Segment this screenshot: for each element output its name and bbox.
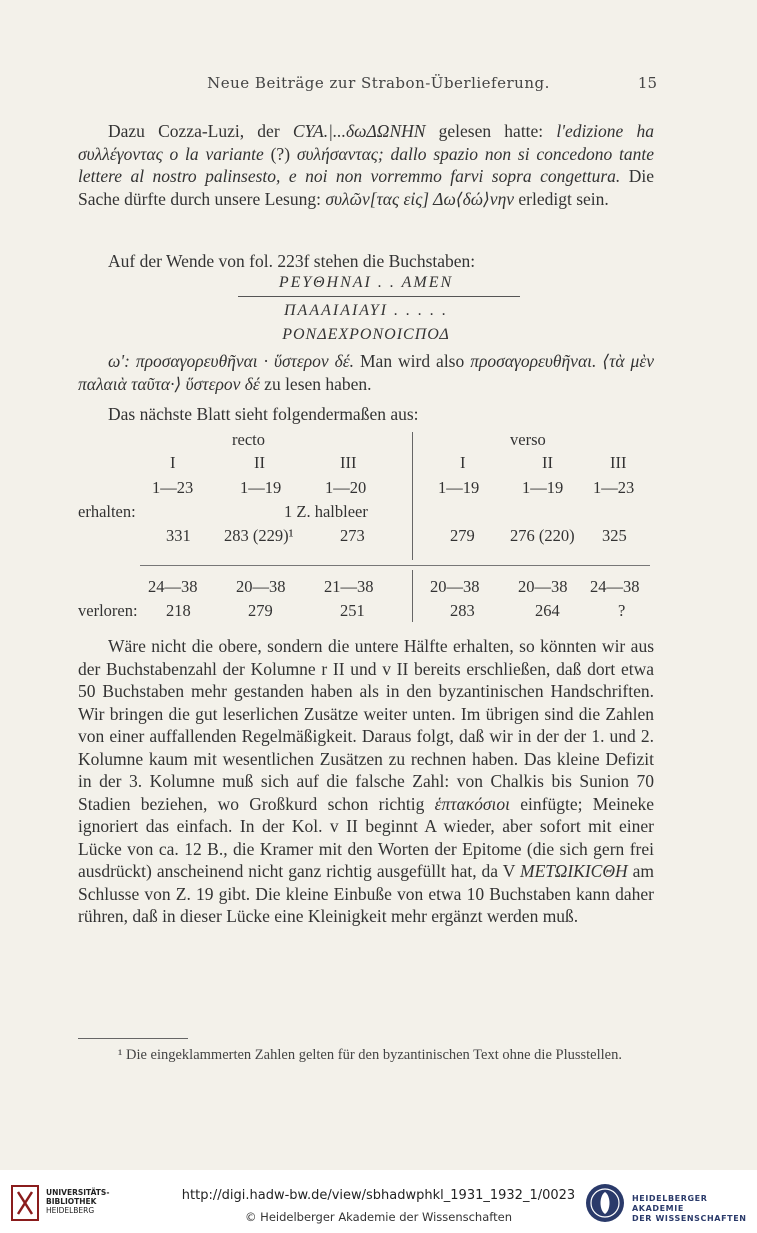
paragraph-5 <box>78 635 654 928</box>
greek-word: ἑπτακόσιοι <box>434 793 511 814</box>
text-run: einfügte; Meineke ignoriert das einfach. In der Kol. v II beginnt A wieder, aber sofort mit einer Lücke von ca. 12 B., die Kramer mit den Worten der Epitome (die sich gern frei ausdrückt) anscheinend nicht ganz richtig ausgefüllt hat, da V <box>78 793 654 881</box>
lost-count-cell: 251 <box>340 601 365 620</box>
footnote-rule <box>78 1038 188 1039</box>
greek-text: προσαγορευθῆναι. ⟨τὰ μὲν παλαιὰ ταῦτα·⟩ ὕστερον δέ <box>78 351 654 394</box>
academy-seal-icon <box>584 1182 626 1224</box>
lost-count-cell: 283 <box>450 601 475 620</box>
count-cell: 325 <box>602 526 627 545</box>
col-header: III <box>610 453 627 472</box>
lost-range-cell: 20—38 <box>430 577 480 596</box>
text-run: gelesen hatte: <box>425 121 557 141</box>
verloren-label: verloren: <box>78 601 138 620</box>
count-cell: 273 <box>340 526 365 545</box>
col-header: III <box>340 453 357 472</box>
text-run: Die Sache dürfte durch unsere Lesung: <box>78 166 654 209</box>
lost-range-cell: 20—38 <box>518 577 568 596</box>
range-cell: 1—19 <box>522 478 564 497</box>
lost-count-cell: ? <box>618 601 626 620</box>
count-cell: 279 <box>450 526 475 545</box>
table-divider <box>412 432 413 560</box>
recto-label: recto <box>232 430 265 449</box>
page-number: 15 <box>637 74 657 92</box>
text-run: zu lesen haben. <box>259 373 372 394</box>
paragraph-3 <box>78 350 654 395</box>
greek-reading: συλῶν[τας εἰς] Δω⟨δώ⟩νην <box>325 188 515 209</box>
permalink[interactable]: http://digi.hadw-bw.de/view/sbhadwphkl_1931_1932_1/0023 <box>181 1188 576 1203</box>
viewer-footer <box>0 1170 757 1233</box>
copyright: © Heidelberger Akademie der Wissenschaften <box>245 1210 512 1224</box>
text-run: am Schlusse von Z. 19 gibt. Die kleine Einbuße von etwa 10 Buchstaben kann daher rühren, daß in dieser Lücke eine Kleinigkeit mehr ergänzt werden muß. <box>78 861 654 926</box>
range-cell: 1—19 <box>240 478 282 497</box>
table-rule <box>140 565 650 566</box>
paragraph-1 <box>78 120 654 210</box>
lost-range-cell: 21—38 <box>324 577 374 596</box>
range-cell: 1—20 <box>325 478 367 497</box>
greek-reading: ΜΕΤΩΙΚΙCΘΗ <box>520 861 628 881</box>
erhalten-label: erhalten: <box>78 502 136 521</box>
text-run: (?) <box>263 143 297 164</box>
count-cell: 331 <box>166 526 191 545</box>
verso-label: verso <box>510 430 546 449</box>
count-cell: 276 (220) <box>510 526 575 545</box>
range-cell: 1—19 <box>438 478 480 497</box>
paragraph-2: Auf der Wende von fol. 223f stehen die Buchstaben: <box>108 251 476 271</box>
italian-quote: l'edizione ha συλλέγοντας o la variante <box>78 121 654 164</box>
footnote: ¹ Die eingeklammerten Zahlen gelten für den byzantinischen Text ohne die Plusstellen. <box>118 1047 622 1063</box>
lost-count-cell: 218 <box>166 601 191 620</box>
palimpsest-line-1: ΡΕΥΘΗΝΑΙ . . ΑΜΕΝ <box>278 274 454 291</box>
greek-text: ω': προσαγορευθῆναι · ὕστερον δέ. <box>108 351 355 371</box>
library-name: UNIVERSITÄTS- BIBLIOTHEK HEIDELBERG <box>46 1188 110 1215</box>
table-divider <box>412 570 413 622</box>
count-cell: 283 (229)¹ <box>224 526 294 545</box>
col-header: II <box>254 453 265 472</box>
palimpsest-line-2: ΠΑΑΑΙΑΙΑΥΙ . . . . . <box>284 302 448 319</box>
running-title: Neue Beiträge zur Strabon-Überlieferung. <box>207 74 550 92</box>
col-header: I <box>170 453 176 472</box>
greek-reading: CYA.|...δωΔΩΝΗΝ <box>292 121 426 141</box>
lost-range-cell: 20—38 <box>236 577 286 596</box>
palimpsest-line-3: ΡΟΝΔΕΧΡΟΝΟΙCΠΟΔ <box>282 326 450 343</box>
lost-range-cell: 24—38 <box>148 577 198 596</box>
paragraph-4: Das nächste Blatt sieht folgendermaßen aus: <box>108 404 419 424</box>
lost-count-cell: 264 <box>535 601 560 620</box>
range-cell: 1—23 <box>152 478 194 497</box>
text-run: erledigt sein. <box>514 188 609 209</box>
halbleer-note: 1 Z. halbleer <box>284 502 368 521</box>
lost-range-cell: 24—38 <box>590 577 640 596</box>
text-run: Dazu Cozza-Luzi, der <box>108 121 293 141</box>
academy-name: HEIDELBERGER AKADEMIE DER WISSENSCHAFTEN <box>632 1194 747 1223</box>
range-cell: 1—23 <box>593 478 635 497</box>
text-run: Wäre nicht die obere, sondern die untere Hälfte erhalten, so könnten wir aus der Buchstabenzahl der Kolumne r II und v II bereits erschließen, daß dort etwa 50 Buchstaben mehr gestanden haben als in den byzantinischen Handschriften. Wir bringen die gut leserlichen Zusätze weiter unten. Im übrigen sind die Zahlen von einer auffallenden Regelmäßigkeit. Daraus folgt, daß wir in der der 1. und 2. Kolumne kaum mit wesentlichen Zusätzen zu rechnen haben. Das kleine Defizit in der 3. Kolumne muß sich auf die falsche Zahl: von Chalkis bis Sunion 70 Stadien beziehen, wo Großkurd schon richtig <box>78 636 654 814</box>
palimpsest-rule <box>238 296 520 297</box>
col-header: II <box>542 453 553 472</box>
text-run: Man wird also <box>354 351 471 371</box>
lost-count-cell: 279 <box>248 601 273 620</box>
italian-quote: συλήσαντας; dallo spazio non si concedono tante lettere al nostro palinsesto, e noi non vorremmo farvi sopra congettura. <box>78 143 654 186</box>
col-header: I <box>460 453 466 472</box>
